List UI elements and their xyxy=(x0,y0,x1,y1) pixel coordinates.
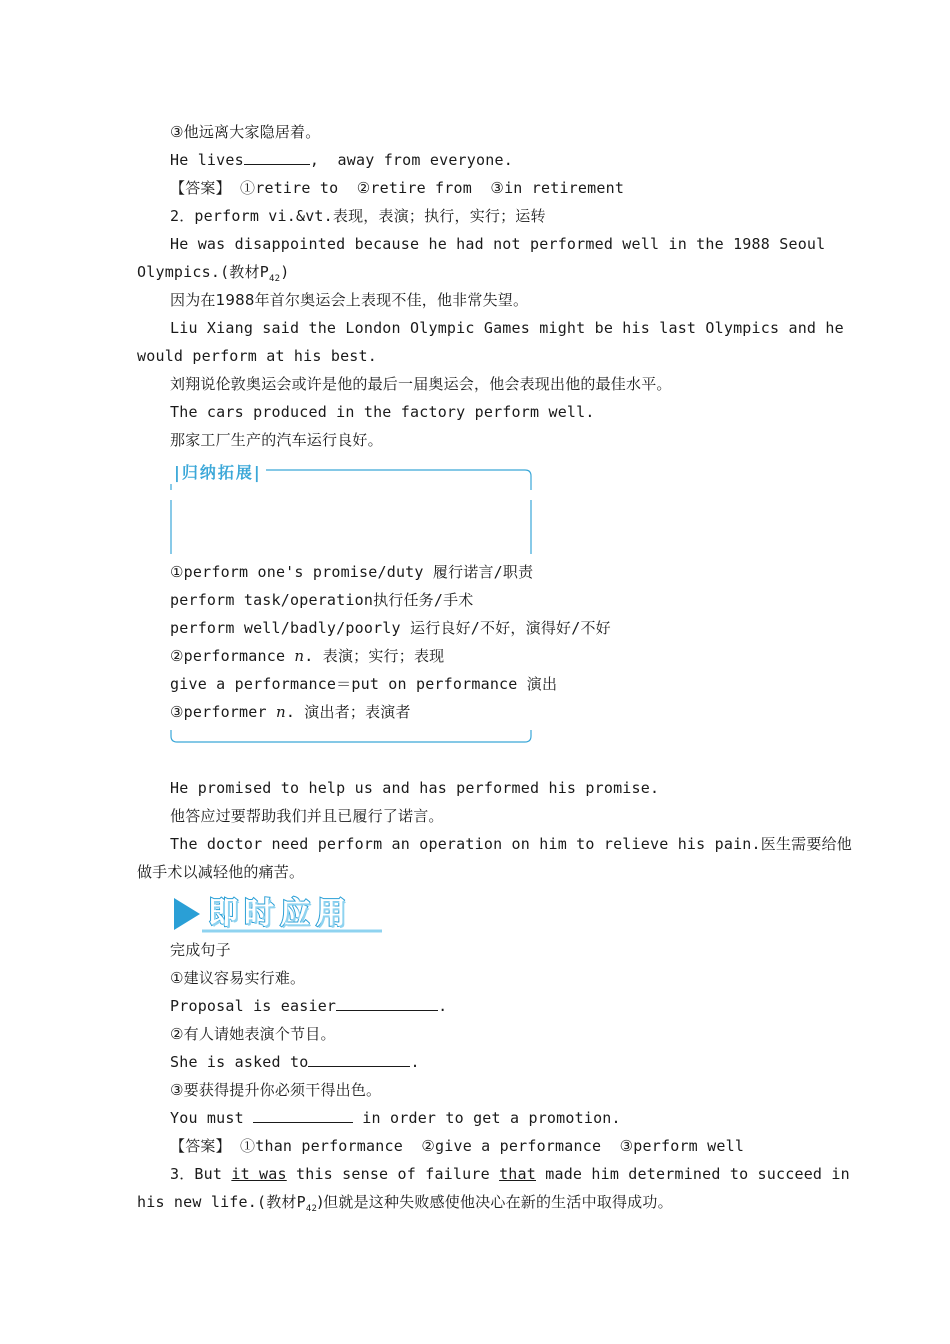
sentence-start: You must xyxy=(170,1109,254,1127)
text: this sense of failure xyxy=(286,1165,500,1183)
meaning: . 表演；实行；表现 xyxy=(304,647,445,665)
example-en-5: The doctor need perform an operation on him to relieve his pain.医生需要给他 xyxy=(170,835,852,853)
underlined-it-was: it was xyxy=(231,1165,287,1183)
sentence-end: . xyxy=(410,1053,420,1071)
tab-bar-left: | xyxy=(174,463,182,482)
tab-bar-right: | xyxy=(253,463,262,482)
box-item-5: give a performance＝put on performance 演出 xyxy=(170,675,558,693)
underlined-that: that xyxy=(499,1165,536,1183)
text: 3．But xyxy=(170,1165,232,1183)
sentence-start: Proposal is easier xyxy=(170,997,337,1015)
entry-heading-3-cont xyxy=(137,1188,817,1223)
exercise-answer: 【答案】 ①than performance ②give a performance ③perform well xyxy=(170,1137,745,1155)
example-cn-4: 他答应过要帮助我们并且已履行了诺言。 xyxy=(170,807,444,825)
exercise-instruction: 完成句子 xyxy=(170,941,231,959)
exercise-cn-3: ③要获得提升你必须干得出色。 xyxy=(170,1081,382,1099)
sentence-end: , away from everyone. xyxy=(309,151,513,169)
example-cn-2: 刘翔说伦敦奥运会或许是他的最后一届奥运会，他会表现出他的最佳水平。 xyxy=(170,375,672,393)
word: ②performance xyxy=(170,647,295,665)
meaning: . 演出者；表演者 xyxy=(285,703,411,721)
summary-box-title xyxy=(170,462,266,484)
entry-heading-perform: 2．perform vi.&vt.表现，表演；执行，实行；运转 xyxy=(170,207,546,225)
sentence-start: She is asked to xyxy=(170,1053,309,1071)
sentence-end: . xyxy=(438,997,448,1015)
exercise-en-1 xyxy=(170,992,850,1020)
box-item-4 xyxy=(170,642,850,670)
sentence-start: He lives xyxy=(170,151,244,169)
answer-blank xyxy=(253,1106,353,1123)
box-item-2: perform task/operation执行任务/手术 xyxy=(170,591,474,609)
text-reference: Olympics.(教材P xyxy=(137,263,269,281)
word: ③performer xyxy=(170,703,276,721)
exercise-cn-1: ①建议容易实行难。 xyxy=(170,969,306,987)
box-item-6 xyxy=(170,698,850,726)
example-en-2-cont: would perform at his best. xyxy=(137,347,377,365)
example-cn-3b: 那家工厂生产的汽车运行良好。 xyxy=(170,431,383,449)
exercise-cn-2: ②有人请她表演个节目。 xyxy=(170,1025,336,1043)
answer-blank xyxy=(336,994,438,1011)
exercise-en-3 xyxy=(170,1104,850,1132)
entry-heading-3 xyxy=(170,1160,850,1188)
example-cn-1: 因为在1988年首尔奥运会上表现不佳，他非常失望。 xyxy=(170,291,529,309)
page-ref: 42 xyxy=(268,274,281,284)
exercise-en-2 xyxy=(170,1048,850,1076)
text-reference-end: ) xyxy=(280,263,290,281)
example-cn-3: ③他远离大家隐居着。 xyxy=(170,123,321,141)
box-item-3: perform well/badly/poorly 运行良好/不好，演得好/不好 xyxy=(170,619,611,637)
example-en-4: He promised to help us and has performed his promise. xyxy=(170,779,660,797)
example-en-1: He was disappointed because he had not performed well in the 1988 Seoul xyxy=(170,235,826,253)
answer-blank xyxy=(308,1050,410,1067)
page-ref: 42 xyxy=(305,1204,318,1214)
practice-banner xyxy=(172,894,384,934)
text: made him determined to succeed in xyxy=(536,1165,850,1183)
answer-blank xyxy=(244,148,310,165)
example-cn-5: 做手术以减轻他的痛苦。 xyxy=(137,863,305,881)
example-en-3: The cars produced in the factory perform well. xyxy=(170,403,595,421)
answer-line: 【答案】 ①retire to ②retire from ③in retirement xyxy=(170,179,625,197)
box-item-1: ①perform one's promise/duty 履行诺言/职责 xyxy=(170,563,534,581)
text-reference: his new life.(教材P xyxy=(137,1193,306,1211)
fill-in-sentence xyxy=(170,146,850,174)
example-en-2: Liu Xiang said the London Olympic Games might be his last Olympics and he xyxy=(170,319,844,337)
pos-tag: n xyxy=(294,647,305,665)
practice-banner-title: 即时应用 xyxy=(208,896,352,931)
sentence-end: in order to get a promotion. xyxy=(353,1109,621,1127)
pos-tag: n xyxy=(275,703,286,721)
summary-title-text: 归纳拓展 xyxy=(181,463,254,482)
translation: )但就是这种失败感使他决心在新的生活中取得成功。 xyxy=(317,1193,673,1211)
